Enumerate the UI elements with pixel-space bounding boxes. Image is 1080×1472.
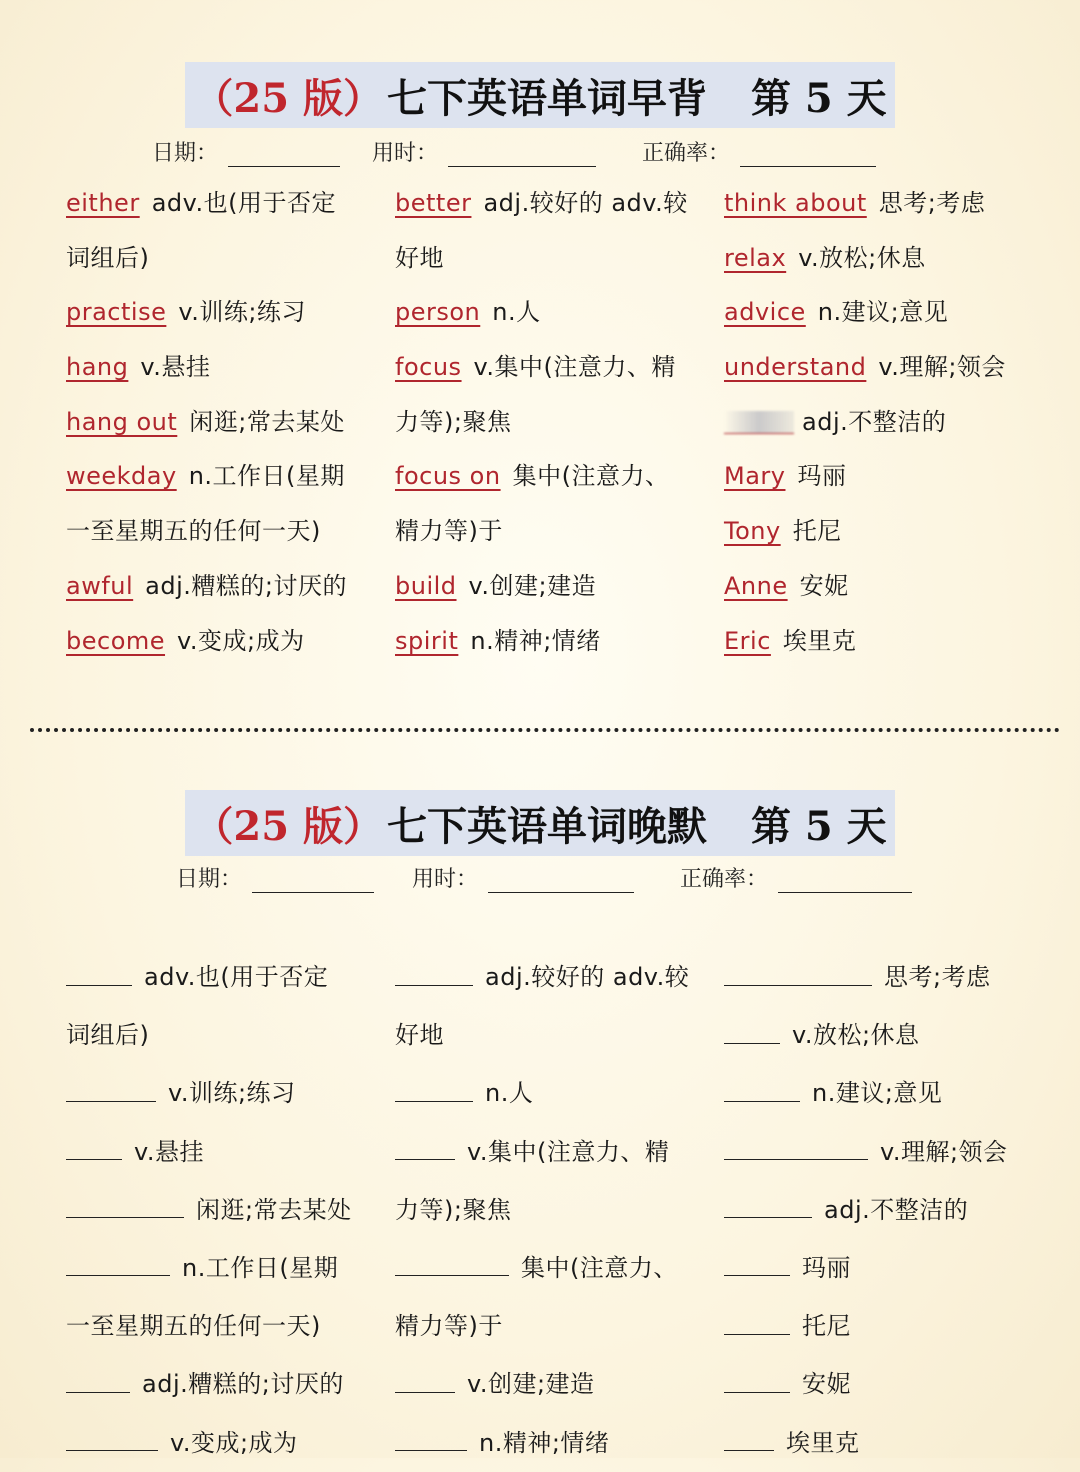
chinese-definition: 精力等)于: [395, 1312, 503, 1341]
time-field: [412, 862, 634, 893]
chinese-definition: v.悬挂: [140, 353, 211, 382]
english-word: weekday: [66, 462, 177, 491]
title-edition: （25 版）: [193, 74, 383, 122]
accuracy-blank[interactable]: [778, 870, 912, 893]
english-word: hang out: [66, 407, 178, 436]
chinese-definition: 思考;考虑: [878, 189, 986, 217]
answer-blank[interactable]: [395, 1249, 509, 1276]
accuracy-label: 正确率：: [680, 867, 769, 892]
vocab-row: [66, 504, 396, 559]
chinese-definition: v.变成;成为: [177, 626, 305, 655]
chinese-definition: n.人: [485, 1079, 534, 1108]
evening-column-2: [395, 948, 725, 1472]
time-field: [372, 136, 596, 167]
dictation-row: [66, 1123, 396, 1181]
chinese-definition: v.理解;领会: [878, 353, 1006, 382]
chinese-definition: 力等);聚焦: [395, 407, 512, 436]
dictation-row: [395, 1064, 725, 1122]
chinese-definition: adj.较好的 adv.较: [485, 963, 690, 991]
date-blank[interactable]: [228, 144, 340, 167]
evening-column-1: [66, 948, 396, 1472]
vocab-row: [395, 614, 725, 669]
answer-blank[interactable]: [724, 1017, 780, 1044]
english-word: Eric: [724, 626, 771, 655]
dictation-row: [66, 1064, 396, 1122]
vocab-row: [395, 504, 725, 559]
answer-blank[interactable]: [724, 959, 872, 986]
english-word: focus: [395, 353, 462, 382]
answer-blank[interactable]: [66, 1133, 122, 1160]
english-word: awful: [66, 571, 134, 600]
english-word: Mary: [724, 462, 786, 491]
chinese-definition: v.创建;建造: [468, 571, 597, 600]
vocab-row: [66, 231, 396, 286]
dictation-row: [66, 948, 396, 1006]
vocab-row: [66, 614, 396, 669]
vocab-row: [395, 395, 725, 450]
english-word: better: [395, 189, 472, 217]
chinese-definition: n.建议;意见: [817, 298, 949, 327]
english-word: advice: [724, 298, 806, 327]
vocab-row: [395, 449, 725, 504]
accuracy-field: [642, 136, 876, 167]
chinese-definition: adv.也(用于否定: [151, 189, 336, 217]
dictation-row: [395, 1181, 725, 1239]
chinese-definition: 一至星期五的任何一天): [66, 517, 321, 546]
chinese-definition: 安妮: [799, 571, 849, 600]
chinese-definition: v.集中(注意力、精: [467, 1137, 670, 1166]
vocab-row: [66, 559, 396, 614]
dictation-row: [395, 1239, 725, 1297]
english-word: spirit: [395, 626, 459, 655]
english-word: focus on: [395, 462, 501, 491]
vocab-row: [395, 231, 725, 286]
answer-blank[interactable]: [724, 1075, 800, 1102]
dictation-row: [724, 948, 1054, 1006]
dictation-row: [724, 1064, 1054, 1122]
vocab-row: [66, 176, 396, 231]
dictation-row: [395, 1414, 725, 1472]
dotted-divider: [30, 728, 1060, 732]
time-label: 用时：: [412, 867, 479, 892]
chinese-definition: v.变成;成为: [170, 1428, 298, 1457]
english-word: become: [66, 626, 166, 655]
accuracy-field: [680, 862, 912, 893]
vocab-row: [724, 449, 1054, 504]
chinese-definition: 精力等)于: [395, 517, 503, 546]
chinese-definition: v.创建;建造: [467, 1370, 595, 1399]
evening-meta-row: [0, 862, 1080, 892]
vocab-row: [395, 340, 725, 395]
chinese-definition: v.放松;休息: [792, 1021, 920, 1050]
answer-blank[interactable]: [724, 1133, 868, 1160]
answer-blank[interactable]: [395, 959, 473, 986]
chinese-definition: 玛丽: [802, 1253, 851, 1282]
chinese-definition: adj.不整洁的: [824, 1195, 969, 1224]
dictation-row: [66, 1239, 396, 1297]
chinese-definition: 玛丽: [797, 462, 847, 491]
chinese-definition: 托尼: [792, 517, 842, 546]
english-word: hang: [66, 353, 129, 382]
chinese-definition: 埃里克: [786, 1428, 860, 1457]
chinese-definition: 好地: [395, 1021, 444, 1050]
time-label: 用时：: [372, 141, 439, 166]
title-main: 七下英语单词早背: [386, 74, 707, 122]
vocab-row: [724, 176, 1054, 231]
chinese-definition: adj.糟糕的;讨厌的: [142, 1370, 344, 1399]
dictation-row: [66, 1006, 396, 1064]
vocab-row: [724, 285, 1054, 340]
chinese-definition: adj.糟糕的;讨厌的: [145, 571, 347, 600]
chinese-definition: 力等);聚焦: [395, 1195, 512, 1224]
morning-column-3: [724, 176, 1054, 668]
dictation-row: [395, 948, 725, 1006]
chinese-definition: v.训练;练习: [168, 1079, 296, 1108]
date-label: 日期：: [176, 867, 243, 892]
answer-blank[interactable]: [395, 1424, 467, 1451]
answer-blank[interactable]: [724, 1249, 790, 1276]
vocab-row: [66, 449, 396, 504]
chinese-definition: v.训练;练习: [178, 298, 306, 327]
accuracy-label: 正确率：: [642, 141, 731, 166]
title-main: 七下英语单词晚默: [386, 802, 707, 850]
vocab-row: [724, 504, 1054, 559]
chinese-definition: 埃里克: [782, 626, 857, 655]
dictation-row: [66, 1414, 396, 1472]
answer-blank[interactable]: [724, 1366, 790, 1393]
dictation-row: [724, 1239, 1054, 1297]
dictation-row: [395, 1355, 725, 1413]
chinese-definition: 闲逛;常去某处: [189, 407, 345, 436]
english-word: person: [395, 298, 481, 327]
chinese-definition: 集中(注意力、: [521, 1253, 678, 1282]
date-field: [152, 136, 340, 167]
date-field: [176, 862, 374, 893]
vocab-row: [395, 285, 725, 340]
answer-blank[interactable]: [724, 1424, 774, 1451]
evening-column-3: [724, 948, 1054, 1472]
vocab-row: [724, 231, 1054, 286]
vocab-row: [724, 559, 1054, 614]
title-day: 第 5 天: [750, 74, 887, 122]
chinese-definition: v.放松;休息: [798, 243, 926, 272]
date-blank[interactable]: [252, 870, 374, 893]
answer-blank[interactable]: [395, 1133, 455, 1160]
chinese-definition: n.精神;情绪: [470, 626, 601, 655]
dictation-row: [724, 1414, 1054, 1472]
vocab-row: [724, 340, 1054, 395]
dictation-row: [724, 1355, 1054, 1413]
evening-title: [185, 790, 895, 856]
chinese-definition: 集中(注意力、: [512, 462, 670, 491]
chinese-definition: n.工作日(星期: [188, 462, 345, 491]
english-word: think about: [724, 189, 867, 217]
dictation-row: [66, 1297, 396, 1355]
title-day: 第 5 天: [750, 802, 887, 850]
chinese-definition: adj.较好的 adv.较: [483, 189, 688, 217]
english-word: build: [395, 571, 457, 600]
answer-blank[interactable]: [395, 1366, 455, 1393]
answer-blank[interactable]: [66, 1249, 170, 1276]
chinese-definition: 思考;考虑: [884, 963, 991, 991]
answer-blank[interactable]: [724, 1308, 790, 1335]
time-blank[interactable]: [448, 144, 596, 167]
answer-blank[interactable]: [395, 1075, 473, 1102]
chinese-definition: 托尼: [802, 1312, 851, 1341]
vocab-row: [66, 340, 396, 395]
answer-blank[interactable]: [66, 1075, 156, 1102]
chinese-definition: adj.不整洁的: [802, 407, 947, 436]
chinese-definition: 闲逛;常去某处: [196, 1195, 352, 1224]
chinese-definition: v.理解;领会: [880, 1137, 1008, 1166]
english-word: Anne: [724, 571, 788, 600]
morning-column-2: [395, 176, 725, 668]
dictation-row: [724, 1297, 1054, 1355]
chinese-definition: 好地: [395, 243, 444, 272]
dictation-row: [724, 1123, 1054, 1181]
english-word: understand: [724, 353, 867, 382]
accuracy-blank[interactable]: [740, 144, 876, 167]
morning-title: [185, 62, 895, 128]
chinese-definition: n.建议;意见: [812, 1079, 943, 1108]
dictation-row: [66, 1181, 396, 1239]
answer-blank[interactable]: [66, 1424, 158, 1451]
chinese-definition: 一至星期五的任何一天): [66, 1312, 321, 1341]
chinese-definition: 词组后): [66, 243, 150, 272]
chinese-definition: v.集中(注意力、精: [473, 353, 676, 382]
answer-blank[interactable]: [66, 959, 132, 986]
vocab-row: [66, 285, 396, 340]
time-blank[interactable]: [488, 870, 634, 893]
english-word: either: [66, 189, 140, 217]
vocab-row: [66, 395, 396, 450]
answer-blank[interactable]: [66, 1191, 184, 1218]
date-label: 日期：: [152, 141, 219, 166]
morning-meta-row: [0, 136, 1080, 166]
english-word: relax: [724, 243, 787, 272]
english-word: Tony: [724, 517, 781, 546]
morning-column-1: [66, 176, 396, 668]
dictation-row: [66, 1355, 396, 1413]
vocab-row: [395, 176, 725, 231]
smudged-word: [724, 411, 794, 434]
chinese-definition: 安妮: [802, 1370, 851, 1399]
dictation-row: [395, 1297, 725, 1355]
chinese-definition: n.工作日(星期: [182, 1253, 339, 1282]
vocab-row: [724, 395, 1054, 450]
dictation-row: [724, 1181, 1054, 1239]
title-edition: （25 版）: [193, 802, 383, 850]
chinese-definition: n.精神;情绪: [479, 1428, 610, 1457]
chinese-definition: n.人: [492, 298, 541, 327]
vocab-row: [724, 614, 1054, 669]
dictation-row: [395, 1006, 725, 1064]
vocab-row: [395, 559, 725, 614]
chinese-definition: v.悬挂: [134, 1137, 204, 1166]
chinese-definition: adv.也(用于否定: [144, 963, 329, 991]
answer-blank[interactable]: [66, 1366, 130, 1393]
dictation-row: [724, 1006, 1054, 1064]
dictation-row: [395, 1123, 725, 1181]
answer-blank[interactable]: [724, 1191, 812, 1218]
english-word: practise: [66, 298, 167, 327]
chinese-definition: 词组后): [66, 1021, 150, 1050]
